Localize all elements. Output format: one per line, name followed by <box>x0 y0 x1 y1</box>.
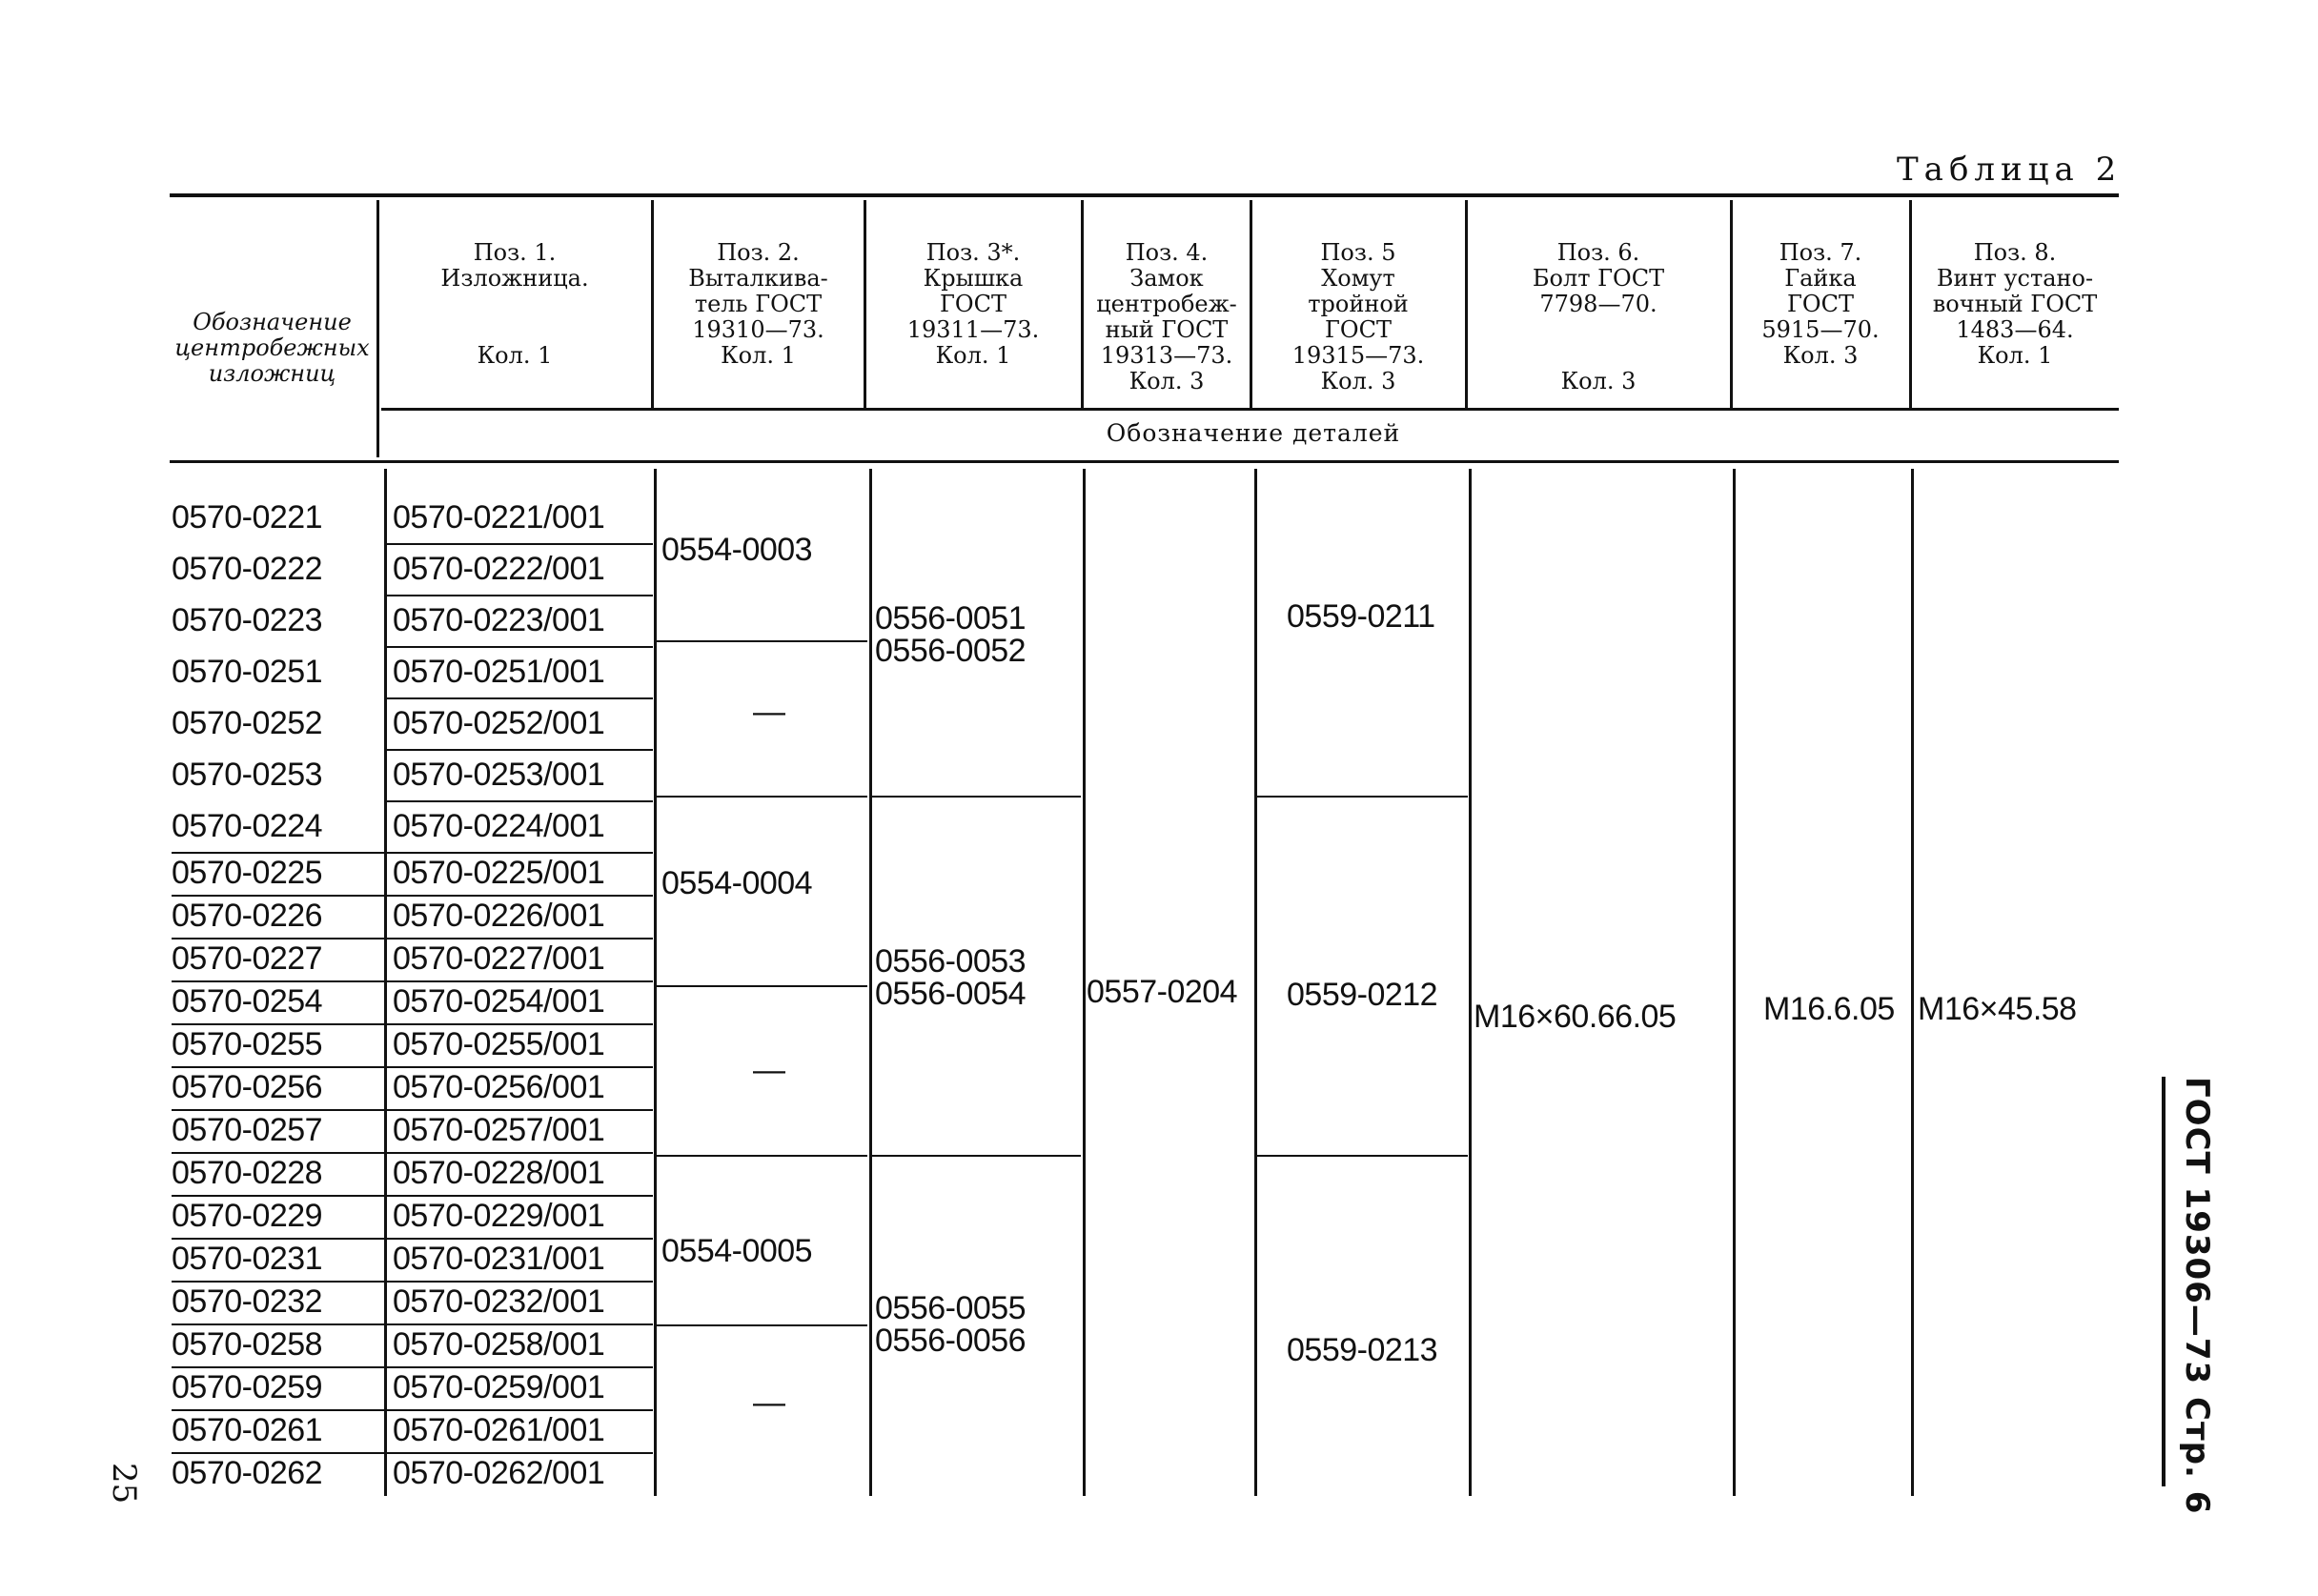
row-pos1: 0570-0256/001 <box>393 1069 605 1105</box>
pos3-sep <box>871 796 1081 798</box>
row-sep <box>172 1066 653 1068</box>
row-pos1: 0570-0225/001 <box>393 855 605 891</box>
pos2-value: 0554-0003 <box>661 532 813 568</box>
row-designation: 0570-0262 <box>172 1455 323 1491</box>
row-pos1: 0570-0253/001 <box>393 757 605 793</box>
row-sep <box>172 1281 653 1283</box>
pos5-value: 0559-0213 <box>1287 1332 1438 1368</box>
row-sep <box>172 1366 653 1368</box>
row-designation: 0570-0254 <box>172 983 323 1020</box>
body-vline-6 <box>1469 469 1472 1496</box>
row-sep <box>386 749 653 751</box>
row-sep <box>172 1109 653 1111</box>
pos2-sep <box>656 1155 867 1157</box>
pos3-value: 0556-0051 0556-0052 <box>875 600 1027 669</box>
row-sep <box>172 1152 653 1154</box>
row-designation: 0570-0258 <box>172 1326 323 1363</box>
header-pos1: Поз. 1. Изложница. Кол. 1 <box>440 239 589 369</box>
hdr-vline-5 <box>1465 200 1468 408</box>
row-pos1: 0570-0232/001 <box>393 1283 605 1320</box>
row-pos1: 0570-0228/001 <box>393 1155 605 1191</box>
header-pos6: Поз. 6. Болт ГОСТ 7798—70. Кол. 3 <box>1532 239 1665 394</box>
pos2-value: — <box>753 694 785 730</box>
header-pos4: Поз. 4. Замок центробеж- ный ГОСТ 19313—73. Кол. 3 <box>1096 239 1237 394</box>
row-sep <box>172 980 653 982</box>
row-sep <box>172 1409 653 1411</box>
body-vline-1 <box>384 469 387 1496</box>
hdr-vline-7 <box>1909 200 1912 408</box>
header-pos2: Поз. 2. Выталкива- тель ГОСТ 19310—73. Кол. 1 <box>688 239 828 369</box>
hdr-vline-1 <box>651 200 654 408</box>
subheader-detail-designation: Обозначение деталей <box>1106 419 1401 447</box>
row-designation: 0570-0224 <box>172 808 323 844</box>
row-designation: 0570-0259 <box>172 1369 323 1405</box>
row-designation: 0570-0255 <box>172 1026 323 1062</box>
row-pos1: 0570-0223/001 <box>393 602 605 638</box>
row-designation: 0570-0257 <box>172 1112 323 1148</box>
pos2-value: — <box>753 1384 785 1421</box>
subheader-divider <box>170 460 2119 463</box>
pos5-sep <box>1256 796 1468 798</box>
body-vline-4 <box>1083 469 1086 1496</box>
pos2-value: 0554-0004 <box>661 865 813 901</box>
row-designation: 0570-0221 <box>172 499 323 535</box>
hdr-vline-0 <box>376 200 379 457</box>
row-pos1: 0570-0257/001 <box>393 1112 605 1148</box>
row-pos1: 0570-0221/001 <box>393 499 605 535</box>
row-designation: 0570-0223 <box>172 602 323 638</box>
row-sep <box>172 895 653 897</box>
row-pos1: 0570-0258/001 <box>393 1326 605 1363</box>
body-vline-5 <box>1254 469 1257 1496</box>
row-pos1: 0570-0254/001 <box>393 983 605 1020</box>
row-pos1: 0570-0262/001 <box>393 1455 605 1491</box>
row-sep <box>386 800 653 802</box>
row-pos1: 0570-0255/001 <box>393 1026 605 1062</box>
row-pos1: 0570-0224/001 <box>393 808 605 844</box>
pos4-value: 0557-0204 <box>1087 974 1238 1010</box>
row-sep <box>172 1023 653 1025</box>
row-pos1: 0570-0231/001 <box>393 1241 605 1277</box>
row-pos1: 0570-0227/001 <box>393 940 605 977</box>
side-standard-label: ГОСТ 19306—73 Стр. 6 <box>2178 1077 2216 1515</box>
pos2-value: — <box>753 1052 785 1088</box>
row-designation: 0570-0229 <box>172 1198 323 1234</box>
hdr-vline-6 <box>1730 200 1733 408</box>
row-sep <box>172 852 653 854</box>
table-title: Таблица 2 <box>1897 151 2123 189</box>
pos7-value: M16.6.05 <box>1763 991 1895 1027</box>
row-sep <box>172 1452 653 1454</box>
row-sep <box>386 595 653 596</box>
side-rule <box>2162 1077 2166 1486</box>
row-designation: 0570-0226 <box>172 898 323 934</box>
row-designation: 0570-0227 <box>172 940 323 977</box>
pos8-value: M16×45.58 <box>1918 991 2077 1027</box>
row-sep <box>172 1323 653 1325</box>
header-pos5: Поз. 5 Хомут тройной ГОСТ 19315—73. Кол. 3 <box>1291 239 1425 394</box>
header-pos8: Поз. 8. Винт устано- вочный ГОСТ 1483—64. Кол. 1 <box>1932 239 2098 369</box>
pos5-value: 0559-0212 <box>1287 977 1438 1013</box>
row-designation: 0570-0231 <box>172 1241 323 1277</box>
row-pos1: 0570-0261/001 <box>393 1412 605 1448</box>
row-sep <box>386 543 653 545</box>
pos5-sep <box>1256 1155 1468 1157</box>
pos3-sep <box>871 1155 1081 1157</box>
row-designation: 0570-0261 <box>172 1412 323 1448</box>
page-number: 25 <box>105 1463 143 1505</box>
row-pos1: 0570-0222/001 <box>393 551 605 587</box>
row-designation: 0570-0252 <box>172 705 323 741</box>
pos5-value: 0559-0211 <box>1287 598 1435 635</box>
body-vline-7 <box>1733 469 1736 1496</box>
pos3-value: 0556-0055 0556-0056 <box>875 1290 1027 1359</box>
row-sep <box>172 1238 653 1240</box>
row-designation: 0570-0225 <box>172 855 323 891</box>
row-pos1: 0570-0226/001 <box>393 898 605 934</box>
row-designation: 0570-0256 <box>172 1069 323 1105</box>
body-vline-8 <box>1911 469 1914 1496</box>
row-pos1: 0570-0229/001 <box>393 1198 605 1234</box>
row-pos1: 0570-0251/001 <box>393 654 605 690</box>
row-sep <box>172 1195 653 1197</box>
hdr-vline-3 <box>1081 200 1084 408</box>
row-sep <box>386 646 653 648</box>
pos2-sep <box>656 796 867 798</box>
header-pos7: Поз. 7. Гайка ГОСТ 5915—70. Кол. 3 <box>1761 239 1880 369</box>
row-designation: 0570-0253 <box>172 757 323 793</box>
row-designation: 0570-0232 <box>172 1283 323 1320</box>
pos2-sep <box>656 1324 867 1326</box>
header-pos3: Поз. 3*. Крышка ГОСТ 19311—73. Кол. 1 <box>906 239 1040 369</box>
row-pos1: 0570-0252/001 <box>393 705 605 741</box>
hdr-vline-2 <box>864 200 866 408</box>
header-designation: Обозначение центробежных изложниц <box>174 309 370 387</box>
row-designation: 0570-0251 <box>172 654 323 690</box>
pos2-sep <box>656 640 867 642</box>
table-top-border <box>170 193 2119 197</box>
header-divider <box>381 408 2119 411</box>
hdr-vline-4 <box>1250 200 1252 408</box>
row-sep <box>172 938 653 939</box>
row-pos1: 0570-0259/001 <box>393 1369 605 1405</box>
pos2-value: 0554-0005 <box>661 1233 813 1269</box>
pos2-sep <box>656 985 867 987</box>
body-vline-2 <box>654 469 657 1496</box>
row-sep <box>386 697 653 699</box>
row-designation: 0570-0228 <box>172 1155 323 1191</box>
pos6-value: M16×60.66.05 <box>1474 999 1677 1035</box>
pos3-value: 0556-0053 0556-0054 <box>875 943 1027 1012</box>
body-vline-3 <box>869 469 872 1496</box>
row-designation: 0570-0222 <box>172 551 323 587</box>
